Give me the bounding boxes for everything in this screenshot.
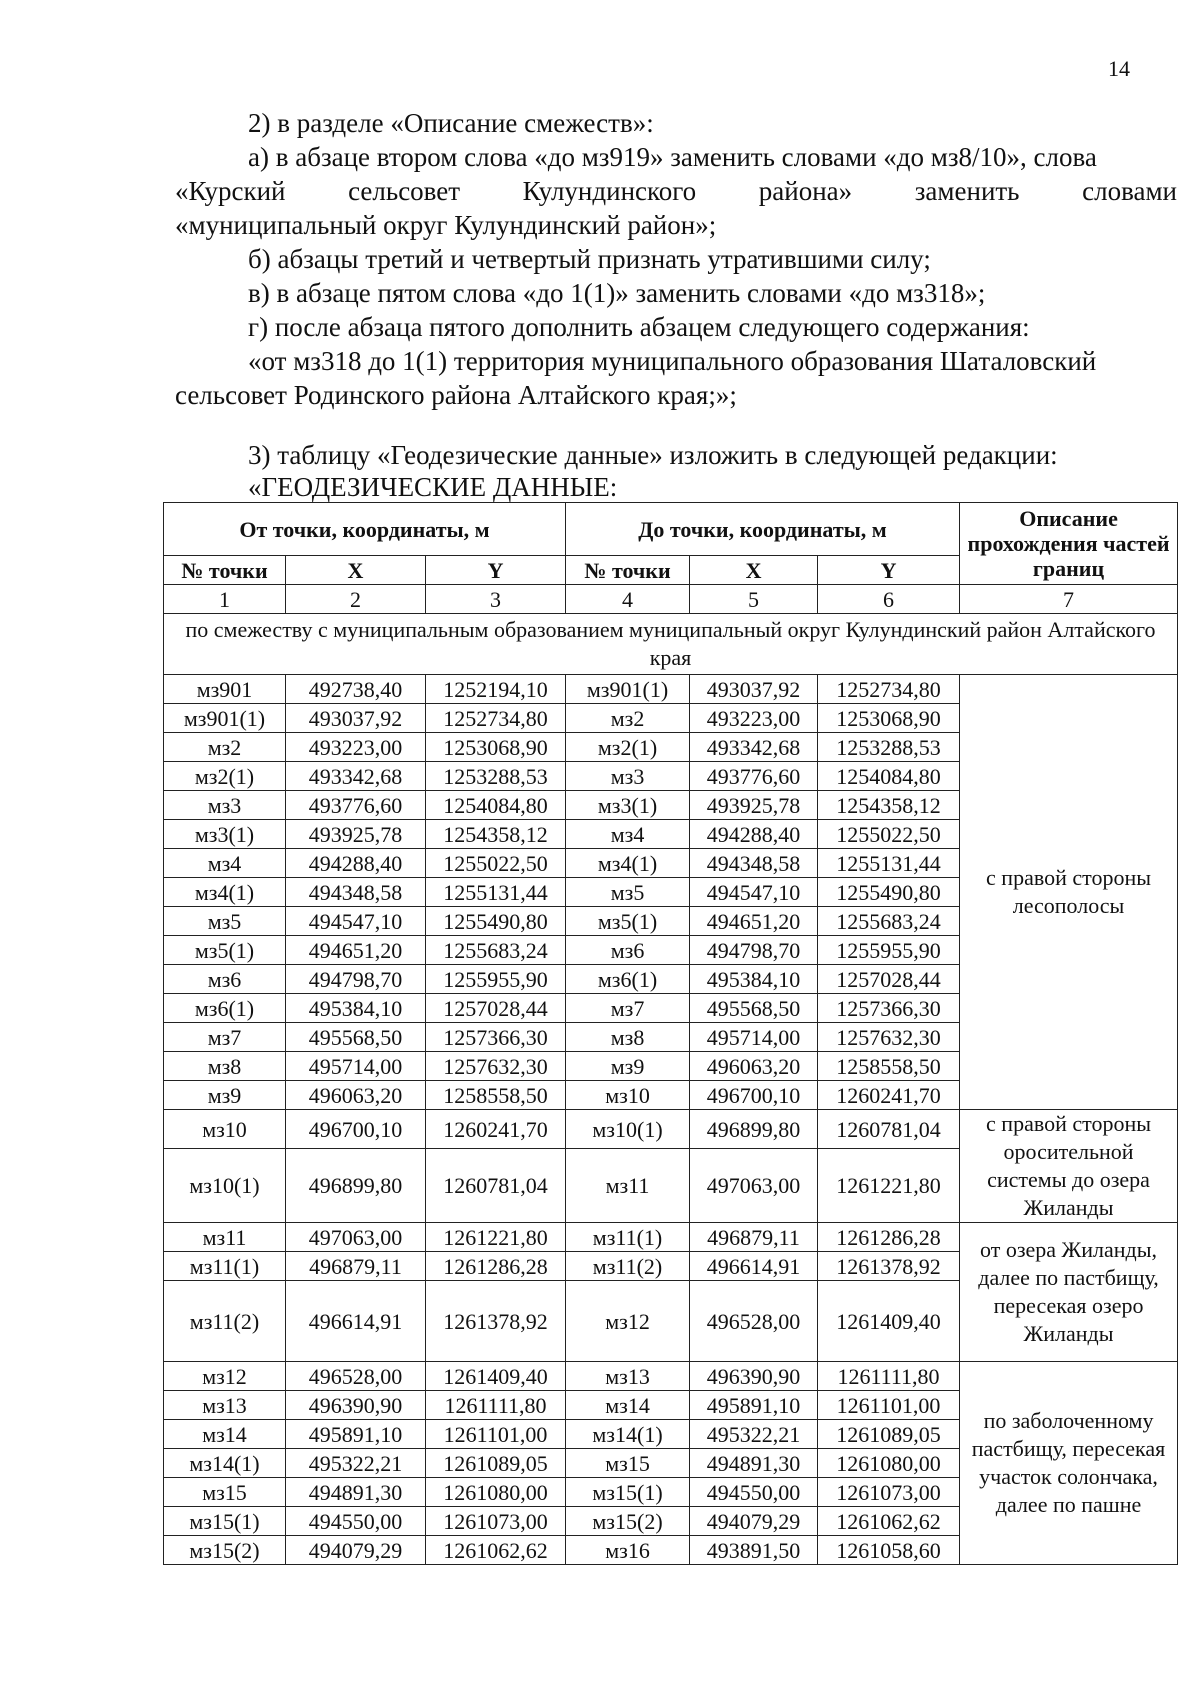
page-number: 14 bbox=[1108, 56, 1130, 81]
to-y-cell: 1261378,92 bbox=[818, 1252, 960, 1281]
to-point-cell: мз14(1) bbox=[566, 1420, 690, 1449]
from-point-cell: мз4 bbox=[164, 849, 286, 878]
to-y-cell: 1255683,24 bbox=[818, 907, 960, 936]
to-y-cell: 1257366,30 bbox=[818, 994, 960, 1023]
header-x: X bbox=[690, 556, 818, 585]
from-point-cell: мз3(1) bbox=[164, 820, 286, 849]
from-point-cell: мз901 bbox=[164, 675, 286, 704]
to-x-cell: 495891,10 bbox=[690, 1391, 818, 1420]
header-description: Описание прохождения частей границ bbox=[960, 503, 1178, 585]
from-y-cell: 1258558,50 bbox=[426, 1081, 566, 1110]
from-y-cell: 1261101,00 bbox=[426, 1420, 566, 1449]
intro-line-10: 3) таблицу «Геодезические данные» изложить в следующей редакции: bbox=[248, 440, 1058, 470]
from-x-cell: 494891,30 bbox=[286, 1478, 426, 1507]
to-point-cell: мз11 bbox=[566, 1149, 690, 1223]
to-point-cell: мз3 bbox=[566, 762, 690, 791]
from-y-cell: 1255131,44 bbox=[426, 878, 566, 907]
header-x: X bbox=[286, 556, 426, 585]
from-point-cell: мз15 bbox=[164, 1478, 286, 1507]
to-x-cell: 496063,20 bbox=[690, 1052, 818, 1081]
from-y-cell: 1257366,30 bbox=[426, 1023, 566, 1052]
to-x-cell: 495322,21 bbox=[690, 1420, 818, 1449]
from-y-cell: 1261286,28 bbox=[426, 1252, 566, 1281]
column-number: 1 bbox=[164, 585, 286, 614]
from-point-cell: мз4(1) bbox=[164, 878, 286, 907]
from-x-cell: 496614,91 bbox=[286, 1281, 426, 1362]
from-x-cell: 494079,29 bbox=[286, 1536, 426, 1565]
to-y-cell: 1255490,80 bbox=[818, 878, 960, 907]
from-y-cell: 1253068,90 bbox=[426, 733, 566, 762]
from-x-cell: 494550,00 bbox=[286, 1507, 426, 1536]
from-point-cell: мз14(1) bbox=[164, 1449, 286, 1478]
intro-line-3: «Курский сельсовет Кулундинского района» заменить словами bbox=[175, 176, 1177, 206]
to-x-cell: 494891,30 bbox=[690, 1449, 818, 1478]
to-x-cell: 493223,00 bbox=[690, 704, 818, 733]
table-row bbox=[164, 675, 1178, 704]
to-point-cell: мз5 bbox=[566, 878, 690, 907]
from-y-cell: 1254358,12 bbox=[426, 820, 566, 849]
to-y-cell: 1260781,04 bbox=[818, 1110, 960, 1149]
from-point-cell: мз5(1) bbox=[164, 936, 286, 965]
from-x-cell: 496390,90 bbox=[286, 1391, 426, 1420]
from-point-cell: мз5 bbox=[164, 907, 286, 936]
to-point-cell: мз901(1) bbox=[566, 675, 690, 704]
from-point-cell: мз10(1) bbox=[164, 1149, 286, 1223]
from-x-cell: 493342,68 bbox=[286, 762, 426, 791]
to-point-cell: мз11(2) bbox=[566, 1252, 690, 1281]
from-x-cell: 494651,20 bbox=[286, 936, 426, 965]
to-point-cell: мз6(1) bbox=[566, 965, 690, 994]
to-point-cell: мз7 bbox=[566, 994, 690, 1023]
intro-line-8: «от мз318 до 1(1) территория муниципального образования Шаталовский bbox=[248, 346, 1097, 376]
to-y-cell: 1254358,12 bbox=[818, 791, 960, 820]
from-point-cell: мз15(2) bbox=[164, 1536, 286, 1565]
header-point-number: № точки bbox=[164, 556, 286, 585]
to-x-cell: 494348,58 bbox=[690, 849, 818, 878]
to-x-cell: 495568,50 bbox=[690, 994, 818, 1023]
from-y-cell: 1260781,04 bbox=[426, 1149, 566, 1223]
from-y-cell: 1255022,50 bbox=[426, 849, 566, 878]
from-point-cell: мз11 bbox=[164, 1223, 286, 1252]
to-y-cell: 1257632,30 bbox=[818, 1023, 960, 1052]
from-y-cell: 1261073,00 bbox=[426, 1507, 566, 1536]
to-y-cell: 1258558,50 bbox=[818, 1052, 960, 1081]
column-number: 3 bbox=[426, 585, 566, 614]
to-point-cell: мз11(1) bbox=[566, 1223, 690, 1252]
column-number: 2 bbox=[286, 585, 426, 614]
to-y-cell: 1253068,90 bbox=[818, 704, 960, 733]
column-number: 4 bbox=[566, 585, 690, 614]
from-point-cell: мз11(1) bbox=[164, 1252, 286, 1281]
to-point-cell: мз2 bbox=[566, 704, 690, 733]
from-x-cell: 494547,10 bbox=[286, 907, 426, 936]
to-point-cell: мз4 bbox=[566, 820, 690, 849]
to-y-cell: 1255022,50 bbox=[818, 820, 960, 849]
to-point-cell: мз15(1) bbox=[566, 1478, 690, 1507]
from-x-cell: 496879,11 bbox=[286, 1252, 426, 1281]
to-x-cell: 494547,10 bbox=[690, 878, 818, 907]
to-x-cell: 493891,50 bbox=[690, 1536, 818, 1565]
to-point-cell: мз2(1) bbox=[566, 733, 690, 762]
to-x-cell: 496528,00 bbox=[690, 1281, 818, 1362]
intro-line-7: г) после абзаца пятого дополнить абзацем следующего содержания: bbox=[248, 312, 1030, 342]
to-point-cell: мз12 bbox=[566, 1281, 690, 1362]
boundary-description-cell: по заболоченному пастбищу, пересекая участок солончака, далее по пашне bbox=[960, 1362, 1178, 1565]
from-y-cell: 1261378,92 bbox=[426, 1281, 566, 1362]
to-y-cell: 1261062,62 bbox=[818, 1507, 960, 1536]
from-point-cell: мз6(1) bbox=[164, 994, 286, 1023]
from-point-cell: мз11(2) bbox=[164, 1281, 286, 1362]
to-y-cell: 1255131,44 bbox=[818, 849, 960, 878]
from-y-cell: 1254084,80 bbox=[426, 791, 566, 820]
from-point-cell: мз8 bbox=[164, 1052, 286, 1081]
from-x-cell: 493776,60 bbox=[286, 791, 426, 820]
to-y-cell: 1261073,00 bbox=[818, 1478, 960, 1507]
boundary-description-cell: от озера Жиланды, далее по пастбищу, пересекая озеро Жиланды bbox=[960, 1223, 1178, 1362]
to-x-cell: 493342,68 bbox=[690, 733, 818, 762]
header-from-point: От точки, координаты, м bbox=[164, 503, 566, 556]
header-y: Y bbox=[818, 556, 960, 585]
from-point-cell: мз6 bbox=[164, 965, 286, 994]
to-y-cell: 1261221,80 bbox=[818, 1149, 960, 1223]
to-y-cell: 1253288,53 bbox=[818, 733, 960, 762]
to-x-cell: 495714,00 bbox=[690, 1023, 818, 1052]
intro-line-6: в) в абзаце пятом слова «до 1(1)» заменить словами «до мз318»; bbox=[248, 278, 986, 308]
to-x-cell: 494079,29 bbox=[690, 1507, 818, 1536]
from-point-cell: мз12 bbox=[164, 1362, 286, 1391]
from-x-cell: 495384,10 bbox=[286, 994, 426, 1023]
to-x-cell: 494550,00 bbox=[690, 1478, 818, 1507]
from-y-cell: 1260241,70 bbox=[426, 1110, 566, 1149]
to-point-cell: мз13 bbox=[566, 1362, 690, 1391]
from-y-cell: 1255490,80 bbox=[426, 907, 566, 936]
from-x-cell: 495322,21 bbox=[286, 1449, 426, 1478]
to-y-cell: 1261058,60 bbox=[818, 1536, 960, 1565]
from-point-cell: мз7 bbox=[164, 1023, 286, 1052]
to-point-cell: мз6 bbox=[566, 936, 690, 965]
header-to-point: До точки, координаты, м bbox=[566, 503, 960, 556]
from-x-cell: 494798,70 bbox=[286, 965, 426, 994]
to-y-cell: 1252734,80 bbox=[818, 675, 960, 704]
from-x-cell: 496528,00 bbox=[286, 1362, 426, 1391]
to-y-cell: 1257028,44 bbox=[818, 965, 960, 994]
intro-line-4: «муниципальный округ Кулундинский район»; bbox=[175, 210, 717, 240]
to-x-cell: 496390,90 bbox=[690, 1362, 818, 1391]
from-x-cell: 493223,00 bbox=[286, 733, 426, 762]
to-x-cell: 497063,00 bbox=[690, 1149, 818, 1223]
to-point-cell: мз14 bbox=[566, 1391, 690, 1420]
from-x-cell: 497063,00 bbox=[286, 1223, 426, 1252]
to-x-cell: 495384,10 bbox=[690, 965, 818, 994]
from-point-cell: мз10 bbox=[164, 1110, 286, 1149]
from-x-cell: 496063,20 bbox=[286, 1081, 426, 1110]
from-point-cell: мз3 bbox=[164, 791, 286, 820]
to-x-cell: 496879,11 bbox=[690, 1223, 818, 1252]
to-point-cell: мз15(2) bbox=[566, 1507, 690, 1536]
to-x-cell: 493037,92 bbox=[690, 675, 818, 704]
from-x-cell: 494288,40 bbox=[286, 849, 426, 878]
from-y-cell: 1252194,10 bbox=[426, 675, 566, 704]
from-point-cell: мз901(1) bbox=[164, 704, 286, 733]
from-x-cell: 495714,00 bbox=[286, 1052, 426, 1081]
from-x-cell: 495891,10 bbox=[286, 1420, 426, 1449]
to-y-cell: 1254084,80 bbox=[818, 762, 960, 791]
from-y-cell: 1252734,80 bbox=[426, 704, 566, 733]
from-x-cell: 494348,58 bbox=[286, 878, 426, 907]
from-point-cell: мз15(1) bbox=[164, 1507, 286, 1536]
to-x-cell: 494288,40 bbox=[690, 820, 818, 849]
from-x-cell: 492738,40 bbox=[286, 675, 426, 704]
from-y-cell: 1261062,62 bbox=[426, 1536, 566, 1565]
header-y: Y bbox=[426, 556, 566, 585]
to-point-cell: мз3(1) bbox=[566, 791, 690, 820]
from-point-cell: мз2(1) bbox=[164, 762, 286, 791]
to-point-cell: мз8 bbox=[566, 1023, 690, 1052]
from-y-cell: 1253288,53 bbox=[426, 762, 566, 791]
to-x-cell: 496614,91 bbox=[690, 1252, 818, 1281]
to-x-cell: 493925,78 bbox=[690, 791, 818, 820]
from-y-cell: 1261111,80 bbox=[426, 1391, 566, 1420]
from-point-cell: мз2 bbox=[164, 733, 286, 762]
section-title: по смежеству с муниципальным образованием муниципальный округ Кулундинский район Алтайского края bbox=[164, 614, 1178, 675]
to-point-cell: мз15 bbox=[566, 1449, 690, 1478]
from-y-cell: 1257632,30 bbox=[426, 1052, 566, 1081]
from-point-cell: мз9 bbox=[164, 1081, 286, 1110]
to-x-cell: 494651,20 bbox=[690, 907, 818, 936]
intro-line-9: сельсовет Родинского района Алтайского края;»; bbox=[175, 380, 737, 410]
from-y-cell: 1257028,44 bbox=[426, 994, 566, 1023]
to-point-cell: мз4(1) bbox=[566, 849, 690, 878]
intro-line-2: а) в абзаце втором слова «до мз919» заменить словами «до мз8/10», слова bbox=[248, 142, 1097, 172]
from-y-cell: 1255683,24 bbox=[426, 936, 566, 965]
column-number: 5 bbox=[690, 585, 818, 614]
from-y-cell: 1261409,40 bbox=[426, 1362, 566, 1391]
from-x-cell: 495568,50 bbox=[286, 1023, 426, 1052]
to-x-cell: 494798,70 bbox=[690, 936, 818, 965]
geodetic-data-table bbox=[163, 502, 1178, 1565]
to-point-cell: мз10 bbox=[566, 1081, 690, 1110]
intro-line-5: б) абзацы третий и четвертый признать утратившими силу; bbox=[248, 244, 931, 274]
table-row bbox=[164, 1223, 1178, 1252]
table-title: «ГЕОДЕЗИЧЕСКИЕ ДАННЫЕ: bbox=[248, 472, 618, 502]
table-row bbox=[164, 1362, 1178, 1391]
from-y-cell: 1255955,90 bbox=[426, 965, 566, 994]
column-number: 7 bbox=[960, 585, 1178, 614]
boundary-description-cell: с правой стороны оросительной системы до озера Жиланды bbox=[960, 1110, 1178, 1223]
from-point-cell: мз14 bbox=[164, 1420, 286, 1449]
from-point-cell: мз13 bbox=[164, 1391, 286, 1420]
to-y-cell: 1261286,28 bbox=[818, 1223, 960, 1252]
to-x-cell: 493776,60 bbox=[690, 762, 818, 791]
column-number: 6 bbox=[818, 585, 960, 614]
to-y-cell: 1261101,00 bbox=[818, 1391, 960, 1420]
table-row bbox=[164, 1110, 1178, 1149]
to-x-cell: 496899,80 bbox=[690, 1110, 818, 1149]
from-y-cell: 1261221,80 bbox=[426, 1223, 566, 1252]
to-y-cell: 1260241,70 bbox=[818, 1081, 960, 1110]
to-y-cell: 1261080,00 bbox=[818, 1449, 960, 1478]
to-y-cell: 1261409,40 bbox=[818, 1281, 960, 1362]
header-point-number: № точки bbox=[566, 556, 690, 585]
from-y-cell: 1261089,05 bbox=[426, 1449, 566, 1478]
boundary-description-cell: с правой стороны лесополосы bbox=[960, 675, 1178, 1110]
from-x-cell: 496899,80 bbox=[286, 1149, 426, 1223]
to-x-cell: 496700,10 bbox=[690, 1081, 818, 1110]
from-x-cell: 496700,10 bbox=[286, 1110, 426, 1149]
intro-line-1: 2) в разделе «Описание смежеств»: bbox=[248, 108, 654, 138]
to-y-cell: 1261111,80 bbox=[818, 1362, 960, 1391]
to-point-cell: мз10(1) bbox=[566, 1110, 690, 1149]
from-x-cell: 493037,92 bbox=[286, 704, 426, 733]
to-y-cell: 1255955,90 bbox=[818, 936, 960, 965]
from-y-cell: 1261080,00 bbox=[426, 1478, 566, 1507]
from-x-cell: 493925,78 bbox=[286, 820, 426, 849]
to-point-cell: мз5(1) bbox=[566, 907, 690, 936]
to-y-cell: 1261089,05 bbox=[818, 1420, 960, 1449]
to-point-cell: мз9 bbox=[566, 1052, 690, 1081]
to-point-cell: мз16 bbox=[566, 1536, 690, 1565]
